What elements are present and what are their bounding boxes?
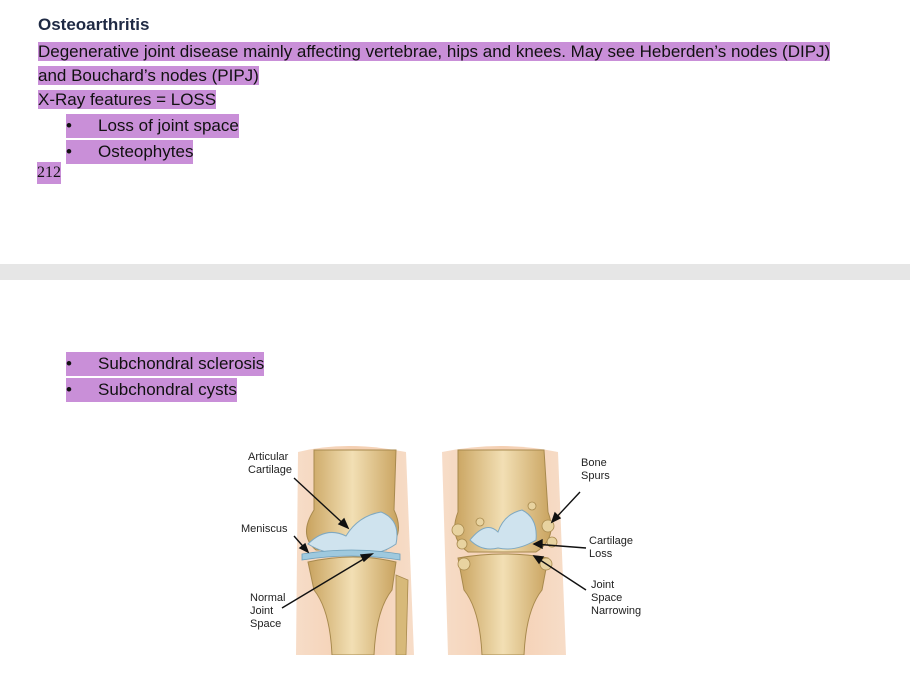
description-text: Degenerative joint disease mainly affecting vertebrae, hips and knees. May see Heberden’s nodes (DIPJ) and Bouchard’s nodes (PIPJ) (38, 42, 831, 85)
bullet-icon: • (66, 116, 72, 135)
label-line: Cartilage (589, 535, 634, 547)
label-line: Joint (250, 605, 274, 617)
xray-features-text: X-Ray features = LOSS (38, 90, 217, 109)
label-line: Articular (248, 451, 289, 463)
page-break (0, 264, 910, 280)
label-line: Space (591, 592, 623, 604)
normal-knee (296, 446, 414, 655)
label-line: Bone (581, 457, 607, 469)
description-paragraph (38, 40, 848, 88)
articular-cartilage-label (248, 451, 292, 476)
label-line: Loss (589, 548, 613, 560)
doc-title: Osteoarthritis (38, 15, 150, 34)
meniscus-label: Meniscus (241, 523, 288, 535)
list-item (66, 378, 237, 402)
list-item-text: Subchondral sclerosis (98, 354, 265, 373)
osteoarthritic-knee (442, 446, 566, 655)
normal-joint-space-label (250, 592, 289, 630)
list-item (66, 352, 264, 376)
list-item-text: Loss of joint space (98, 116, 239, 135)
document-page-2 (0, 280, 910, 682)
list-item-text: Osteophytes (98, 142, 194, 161)
bone-spurs-label (581, 457, 610, 482)
bullet-icon: • (66, 354, 72, 373)
list-item (66, 140, 193, 164)
joint-space-narrowing-label (591, 579, 641, 617)
page-number: 212 (37, 162, 61, 184)
document-page-1 (0, 0, 910, 264)
label-line: Narrowing (591, 605, 642, 617)
list-item-text: Subchondral cysts (98, 380, 237, 399)
bullet-icon: • (66, 142, 72, 161)
bullet-icon: • (66, 380, 72, 399)
xray-features-line (38, 88, 216, 112)
label-line: Cartilage (248, 464, 293, 476)
label-line: Normal (250, 592, 286, 604)
knee-osteoarthritis-illustration (236, 440, 656, 655)
label-line: Space (250, 618, 282, 630)
cartilage-loss-label (589, 535, 636, 560)
label-line: Spurs (581, 470, 610, 482)
list-item (66, 114, 239, 138)
label-line: Joint (591, 579, 615, 591)
